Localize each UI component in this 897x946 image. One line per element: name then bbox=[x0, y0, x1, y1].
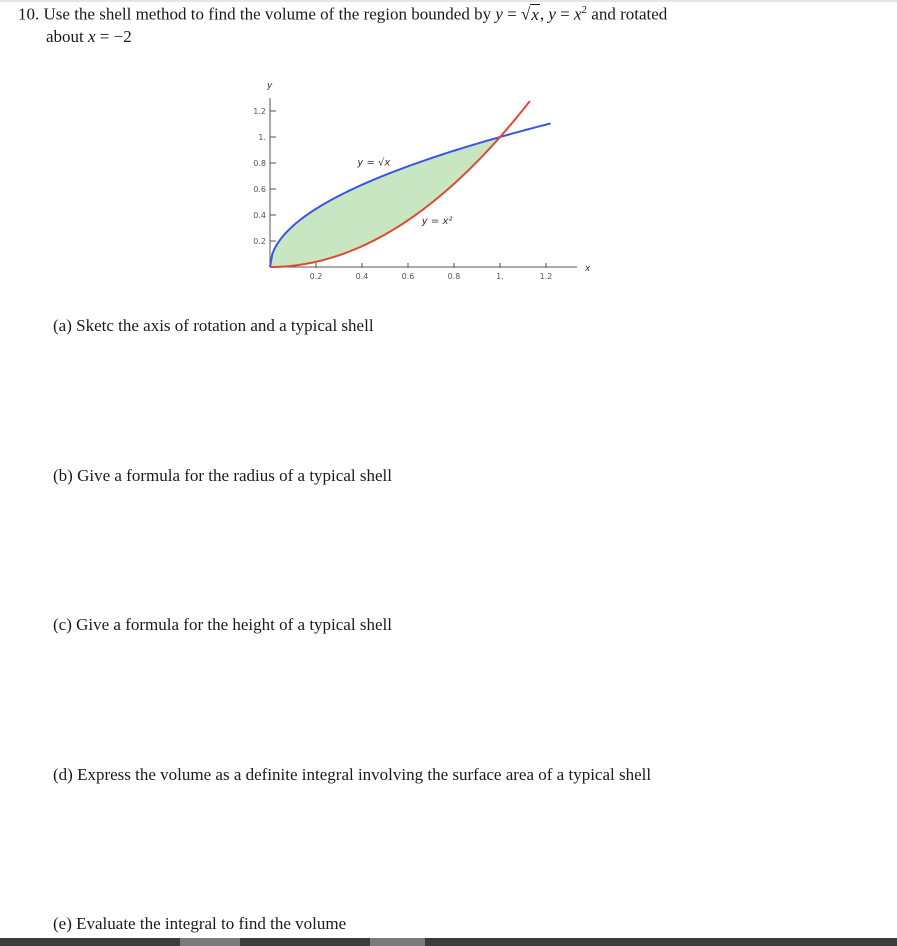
math-y2: y bbox=[548, 4, 556, 24]
part-e bbox=[53, 914, 346, 934]
part-a-label: (a) bbox=[53, 316, 72, 335]
math-eq2: = bbox=[555, 4, 574, 24]
bottom-scrollbar[interactable] bbox=[0, 938, 897, 946]
problem-line2-lead: about bbox=[46, 27, 89, 46]
math-sqrt-arg: x bbox=[531, 4, 539, 24]
part-c bbox=[53, 615, 392, 635]
x-tick-label: 0.2 bbox=[309, 272, 323, 281]
x-axis-label: x bbox=[585, 264, 591, 274]
math-y1: y bbox=[495, 4, 503, 24]
x-tick-label: 0.6 bbox=[401, 272, 415, 281]
math-x2-exp: 2 bbox=[581, 4, 588, 16]
y-tick-label: 1.2 bbox=[253, 107, 266, 116]
y-tick-label: 0.4 bbox=[253, 211, 266, 220]
x-tick-label: 0.8 bbox=[447, 272, 461, 281]
part-e-text: Evaluate the integral to find the volume bbox=[76, 914, 347, 933]
part-a bbox=[53, 316, 374, 336]
label-sqrt-x: y = √x bbox=[357, 157, 391, 169]
part-d-label: (d) bbox=[53, 765, 73, 784]
sqrt-symbol: √ bbox=[520, 4, 531, 24]
part-a-text: Sketc the axis of rotation and a typical shell bbox=[76, 316, 374, 335]
part-d bbox=[53, 765, 651, 785]
problem-tail: and rotated bbox=[587, 4, 668, 24]
problem-statement bbox=[18, 4, 667, 25]
part-d-text: Express the volume as a definite integral involving the surface area of a typical shell bbox=[77, 765, 652, 784]
top-rule bbox=[0, 0, 897, 2]
problem-lead: Use the shell method to find the volume of the region bounded by bbox=[43, 4, 496, 24]
region-graph bbox=[230, 60, 610, 300]
part-c-text: Give a formula for the height of a typical shell bbox=[76, 615, 392, 634]
scrollbar-segment[interactable] bbox=[180, 938, 240, 946]
x-tick-label: 1.2 bbox=[539, 272, 553, 281]
y-tick-label: 0.2 bbox=[253, 237, 266, 246]
scrollbar-segment[interactable] bbox=[370, 938, 425, 946]
problem-statement-line2 bbox=[46, 27, 132, 47]
part-b-text: Give a formula for the radius of a typical shell bbox=[77, 466, 392, 485]
shaded-region bbox=[270, 137, 500, 267]
math-sep: , bbox=[539, 4, 549, 24]
part-c-label: (c) bbox=[53, 615, 72, 634]
part-b bbox=[53, 466, 392, 486]
part-b-label: (b) bbox=[53, 466, 73, 485]
y-tick-label: 1. bbox=[258, 133, 266, 142]
part-e-label: (e) bbox=[53, 914, 72, 933]
math-axis-var: x bbox=[88, 27, 96, 46]
y-tick-label: 0.8 bbox=[253, 159, 266, 168]
label-x-squared: y = x² bbox=[421, 216, 453, 228]
y-axis-label: y bbox=[267, 81, 273, 91]
math-eq1: = bbox=[502, 4, 521, 24]
x-tick-label: 0.4 bbox=[355, 272, 369, 281]
math-x2-base: x bbox=[574, 4, 582, 24]
y-tick-label: 0.6 bbox=[253, 185, 266, 194]
x-tick-label: 1. bbox=[496, 272, 504, 281]
problem-number: 10. bbox=[18, 4, 40, 24]
math-axis-eq: = −2 bbox=[95, 27, 132, 46]
